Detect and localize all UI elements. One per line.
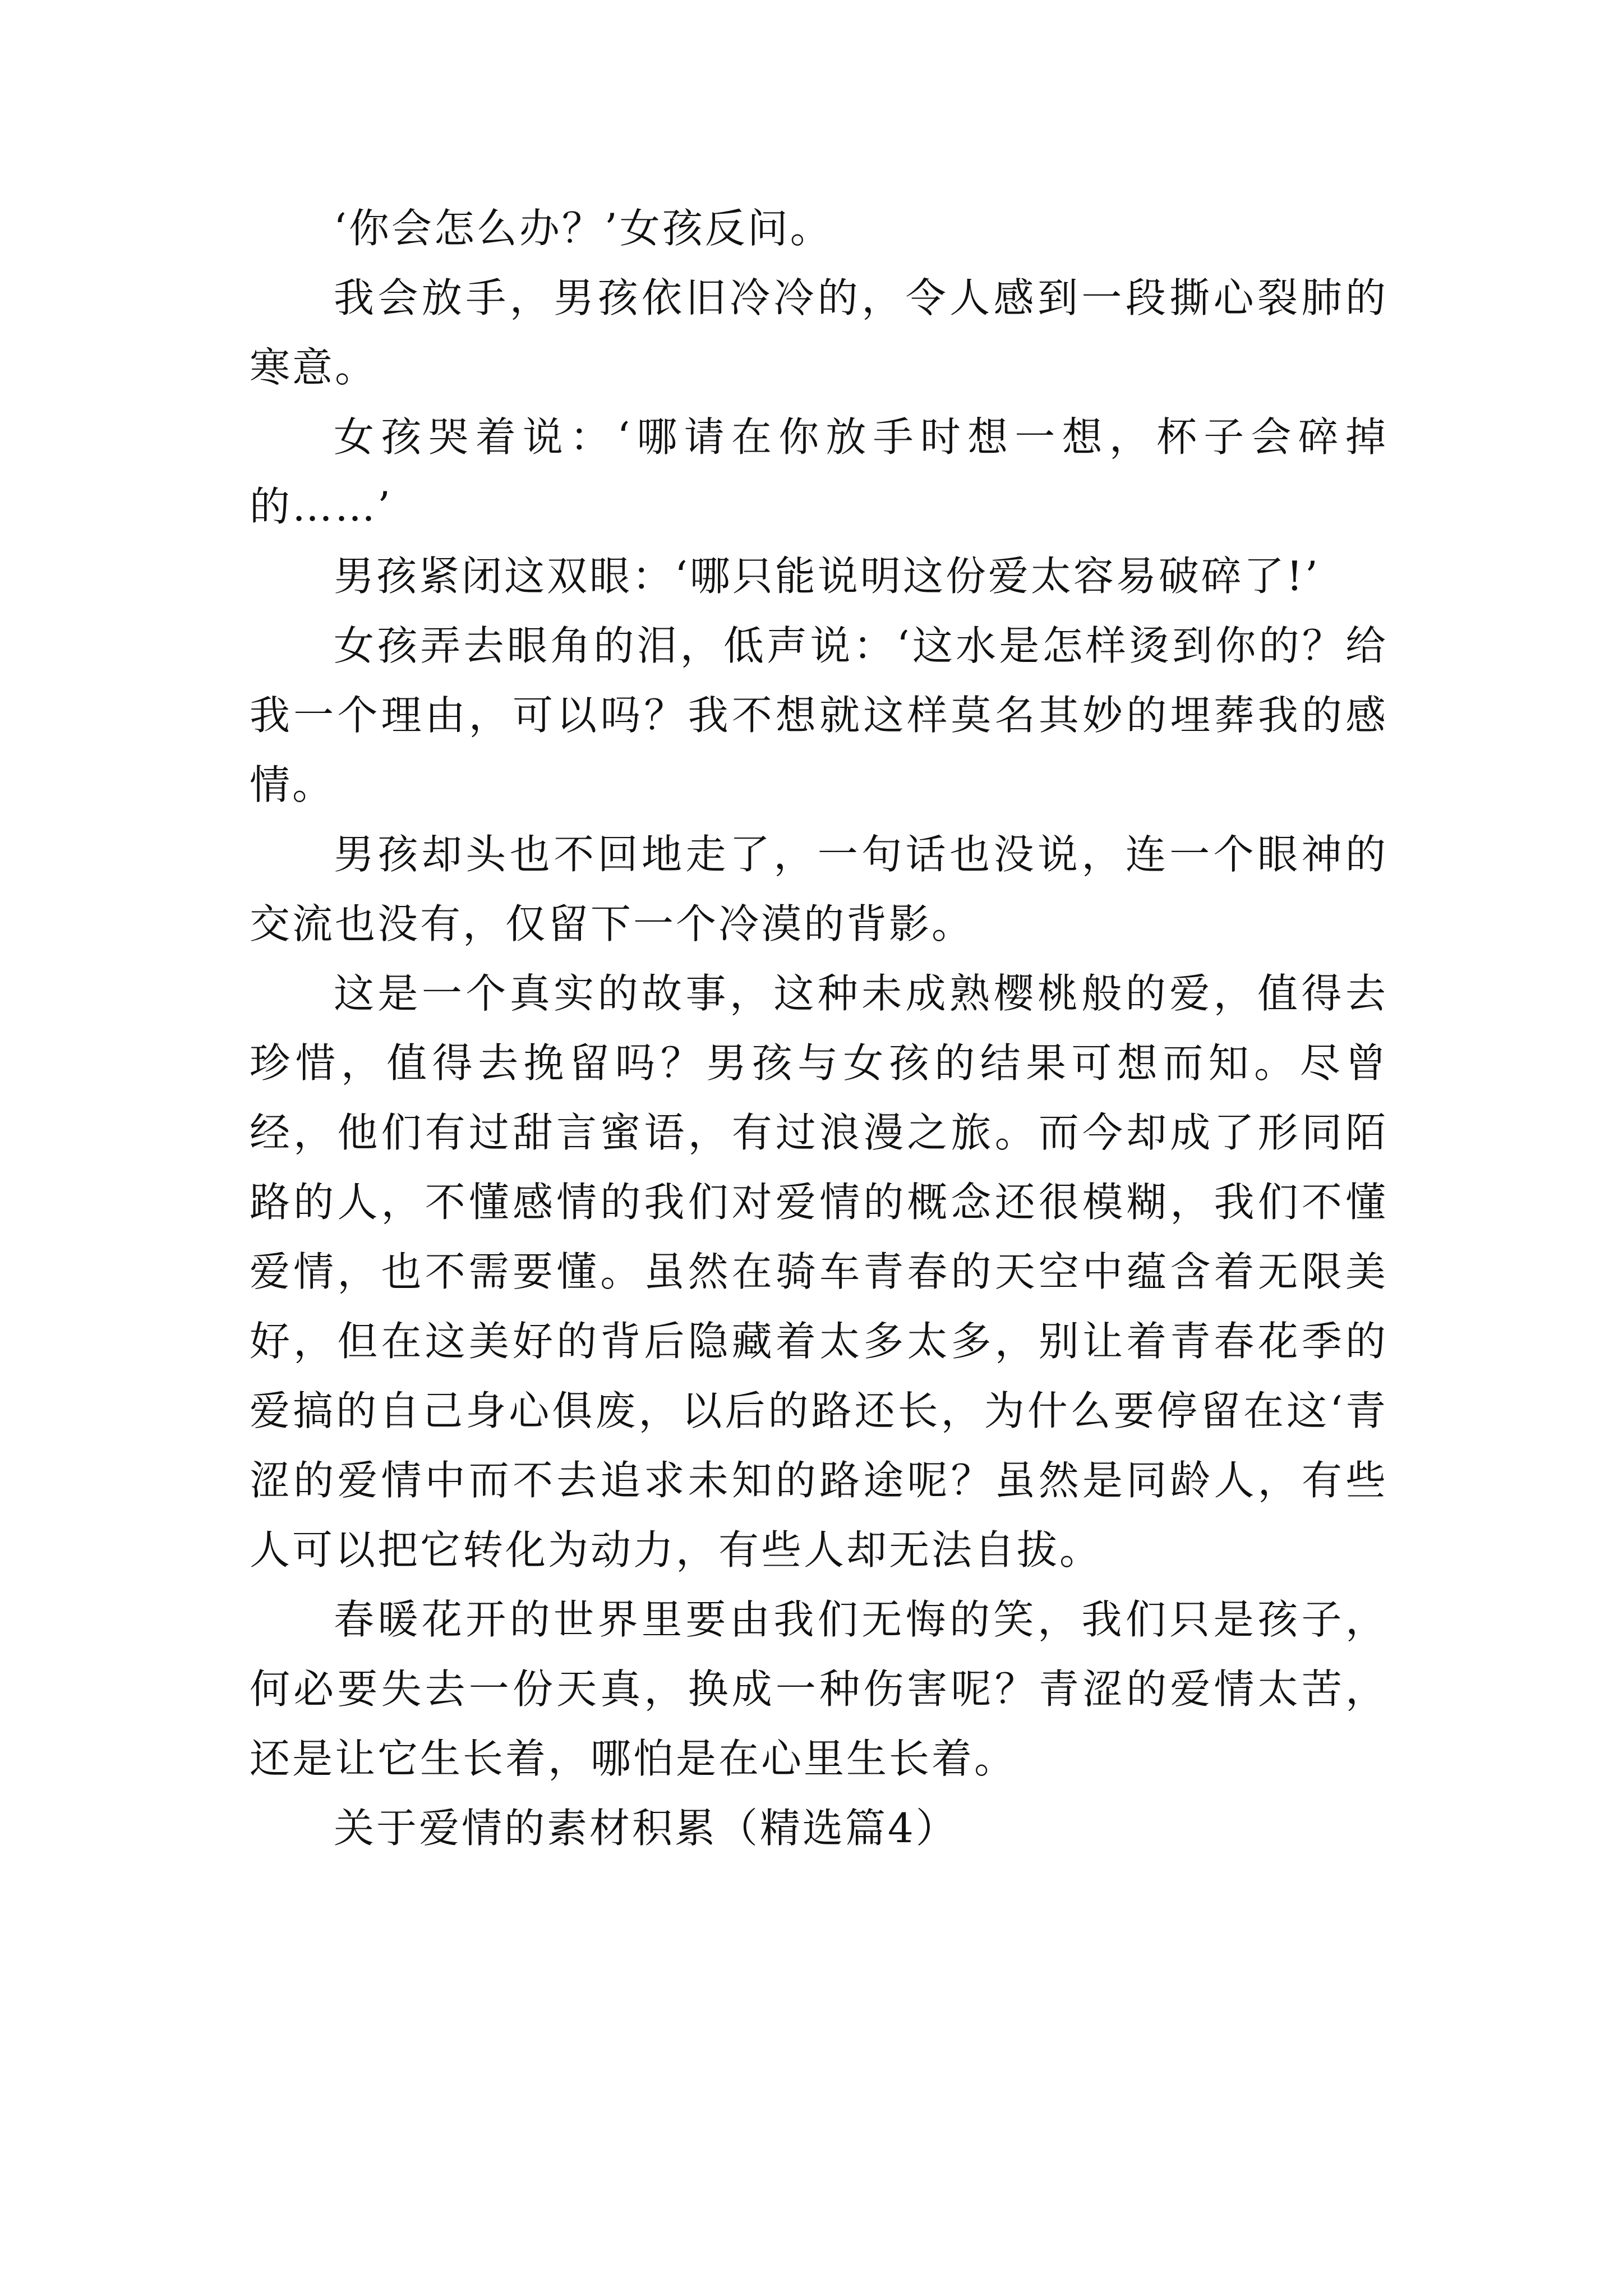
paragraph: 春暖花开的世界里要由我们无悔的笑，我们只是孩子，何必要失去一份天真，换成一种伤害呢？青涩的爱情太苦，还是让它生长着，哪怕是在心里生长着。 — [250, 1596, 1388, 1782]
document-body — [250, 194, 1388, 1863]
paragraph: 女孩哭着说：‘哪请在你放手时想一想，杯子会碎掉的……’ — [250, 413, 1388, 530]
paragraph: 男孩紧闭这双眼：‘哪只能说明这份爱太容易破碎了!’ — [334, 553, 1320, 600]
paragraph: 女孩弄去眼角的泪，低声说：‘这水是怎样烫到你的？给我一个理由，可以吗？我不想就这样莫名其妙的埋葬我的感情。 — [250, 622, 1388, 808]
section-heading: 关于爱情的素材积累（精选篇4） — [334, 1805, 958, 1852]
paragraph: ‘你会怎么办？’女孩反问。 — [334, 205, 833, 252]
paragraph: 我会放手，男孩依旧冷冷的，令人感到一段撕心裂肺的寒意。 — [250, 274, 1388, 391]
paragraph: 这是一个真实的故事，这种未成熟樱桃般的爱，值得去珍惜，值得去挽留吗？男孩与女孩的结果可想而知。尽曾经，他们有过甜言蜜语，有过浪漫之旅。而今却成了形同陌路的人，不懂感情的我们对爱情的概念还很模糊，我们不懂爱情，也不需要懂。虽然在骑车青春的天空中蕴含着无限美好，但在这美好的背后隐藏着太多太多，别让着青春花季的爱搞的自己身心俱废，以后的路还长，为什么要停留在这‘青涩的爱情中而不去追求未知的路途呢？虽然是同龄人，有些人可以把它转化为动力，有些人却无法自拔。 — [250, 970, 1388, 1573]
paragraph: 男孩却头也不回地走了，一句话也没说，连一个眼神的交流也没有，仅留下一个冷漠的背影。 — [250, 831, 1388, 947]
